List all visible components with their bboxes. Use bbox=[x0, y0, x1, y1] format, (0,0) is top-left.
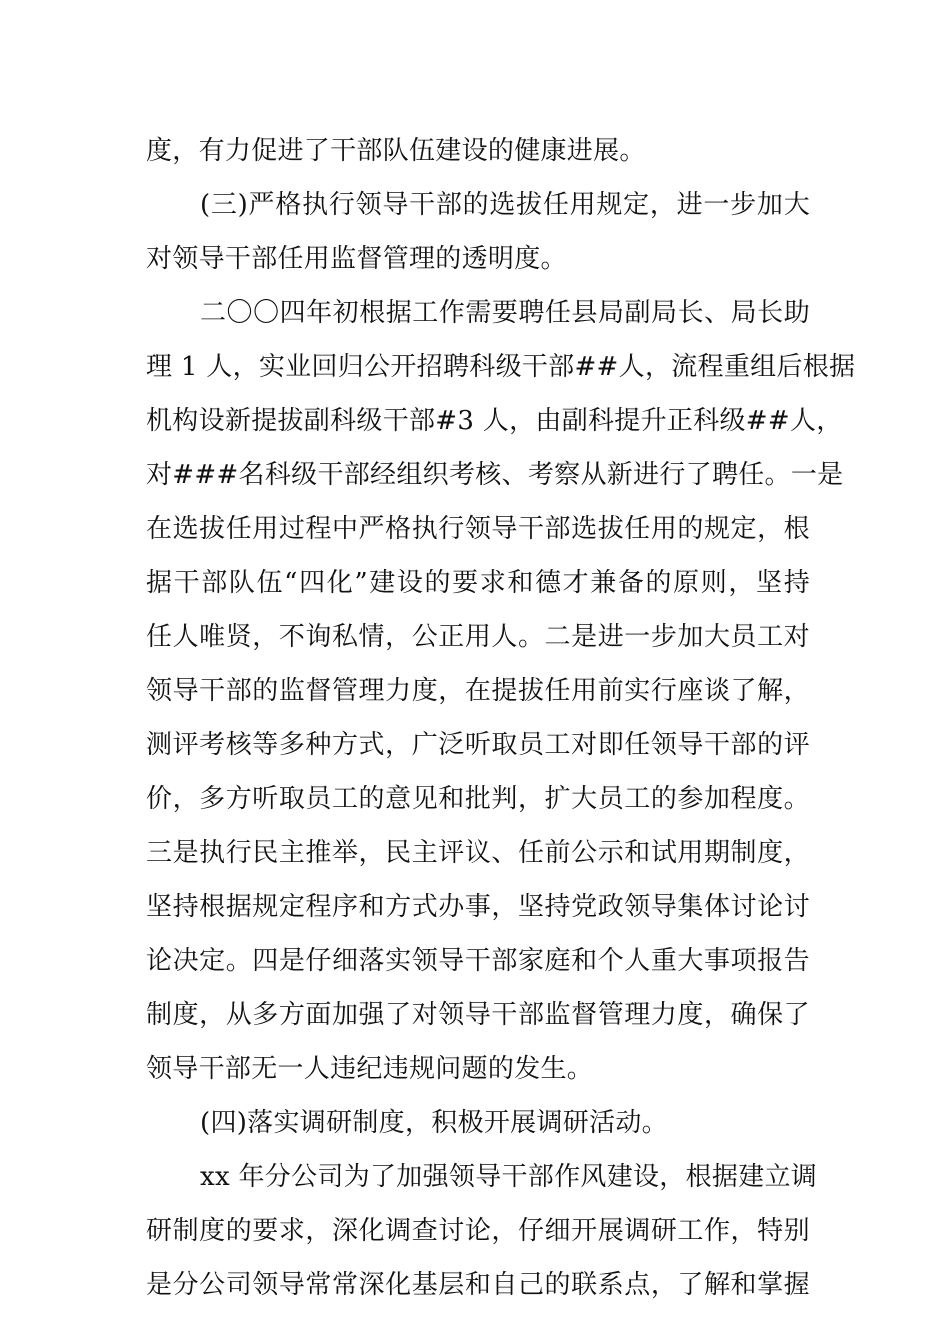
text-line: 二〇〇四年初根据工作需要聘任县局副局长、局长助 bbox=[200, 298, 810, 328]
text-line: 价，多方听取员工的意见和批判，扩大员工的参加程度。 bbox=[146, 784, 810, 814]
text-line: 论决定。四是仔细落实领导干部家庭和个人重大事项报告 bbox=[146, 946, 810, 976]
text-line: 领导干部无一人违纪违规问题的发生。 bbox=[146, 1054, 594, 1084]
document-body bbox=[146, 124, 856, 1312]
text-line: 是分公司领导常常深化基层和自己的联系点，了解和掌握 bbox=[146, 1270, 810, 1300]
text-line: (四)落实调研制度，积极开展调研活动。 bbox=[200, 1108, 668, 1138]
text-line: 测评考核等多种方式，广泛听取员工对即任领导干部的评 bbox=[146, 730, 810, 760]
text-line: 坚持根据规定程序和方式办事，坚持党政领导集体讨论讨 bbox=[146, 892, 810, 922]
text-line: 三是执行民主推举，民主评议、任前公示和试用期制度， bbox=[146, 838, 810, 868]
text-line: 机构设新提拔副科级干部#3 人，由副科提升正科级##人， bbox=[146, 406, 843, 436]
text-line: 理 1 人，实业回归公开招聘科级干部##人，流程重组后根据 bbox=[146, 352, 856, 382]
text-line: 对###名科级干部经组织考核、考察从新进行了聘任。一是 bbox=[146, 460, 844, 490]
text-line: 任人唯贤，不询私情，公正用人。二是进一步加大员工对 bbox=[146, 622, 810, 652]
text-line: 领导干部的监督管理力度，在提拔任用前实行座谈了解， bbox=[146, 676, 810, 706]
text-line: 研制度的要求，深化调查讨论，仔细开展调研工作，特别 bbox=[146, 1216, 810, 1246]
text-line: (三)严格执行领导干部的选拔任用规定，进一步加大 bbox=[200, 190, 810, 220]
text-line: 据干部队伍“四化”建设的要求和德才兼备的原则，坚持 bbox=[146, 568, 810, 598]
text-line: 在选拔任用过程中严格执行领导干部选拔任用的规定，根 bbox=[146, 514, 810, 544]
text-line: xx 年分公司为了加强领导干部作风建设，根据建立调 bbox=[200, 1162, 818, 1192]
text-line: 对领导干部任用监督管理的透明度。 bbox=[146, 244, 567, 274]
text-line: 制度，从多方面加强了对领导干部监督管理力度，确保了 bbox=[146, 1000, 810, 1030]
text-line: 度，有力促进了干部队伍建设的健康进展。 bbox=[146, 136, 646, 166]
